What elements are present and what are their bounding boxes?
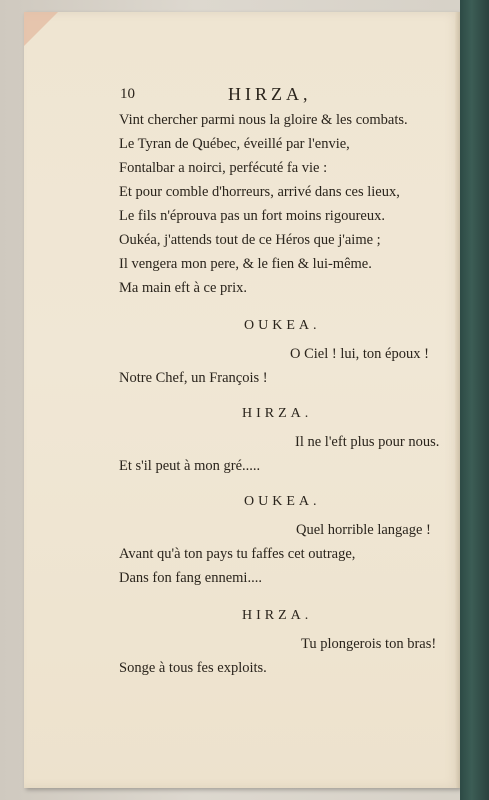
verse-line: Ma main eft à ce prix.	[119, 280, 248, 296]
verse-line: Quel horrible langage !	[296, 522, 431, 538]
verse-line: Vint chercher parmi nous la gloire & les combats.	[119, 112, 408, 128]
verse-line: Et pour comble d'horreurs, arrivé dans ces lieux,	[119, 184, 400, 200]
verse-line: Notre Chef, un François !	[119, 370, 268, 386]
verse-line: Avant qu'à ton pays tu faffes cet outrage,	[119, 546, 356, 562]
speaker-name: OUKEA.	[244, 318, 321, 333]
running-title: HIRZA,	[228, 84, 312, 104]
verse-line: Il ne l'eft plus pour nous.	[295, 434, 440, 450]
speaker-name: HIRZA.	[242, 608, 313, 623]
speaker-name: HIRZA.	[242, 406, 313, 421]
page-number: 10	[120, 86, 135, 102]
verse-line: O Ciel ! lui, ton époux !	[290, 346, 429, 362]
verse-line: Oukéa, j'attends tout de ce Héros que j'aime ;	[119, 232, 381, 248]
verse-line: Fontalbar a noirci, perfécuté fa vie :	[119, 160, 328, 176]
verse-line: Il vengera mon pere, & le fien & lui-même.	[119, 256, 372, 272]
verse-line: Songe à tous fes exploits.	[119, 660, 267, 676]
verse-line: Le fils n'éprouva pas un fort moins rigoureux.	[119, 208, 385, 224]
verse-line: Dans fon fang ennemi....	[119, 570, 262, 586]
verse-line: Le Tyran de Québec, éveillé par l'envie,	[119, 136, 350, 152]
verse-line: Et s'il peut à mon gré.....	[119, 458, 261, 474]
verse-line: Tu plongerois ton bras!	[301, 636, 437, 652]
speaker-name: OUKEA.	[244, 494, 321, 509]
